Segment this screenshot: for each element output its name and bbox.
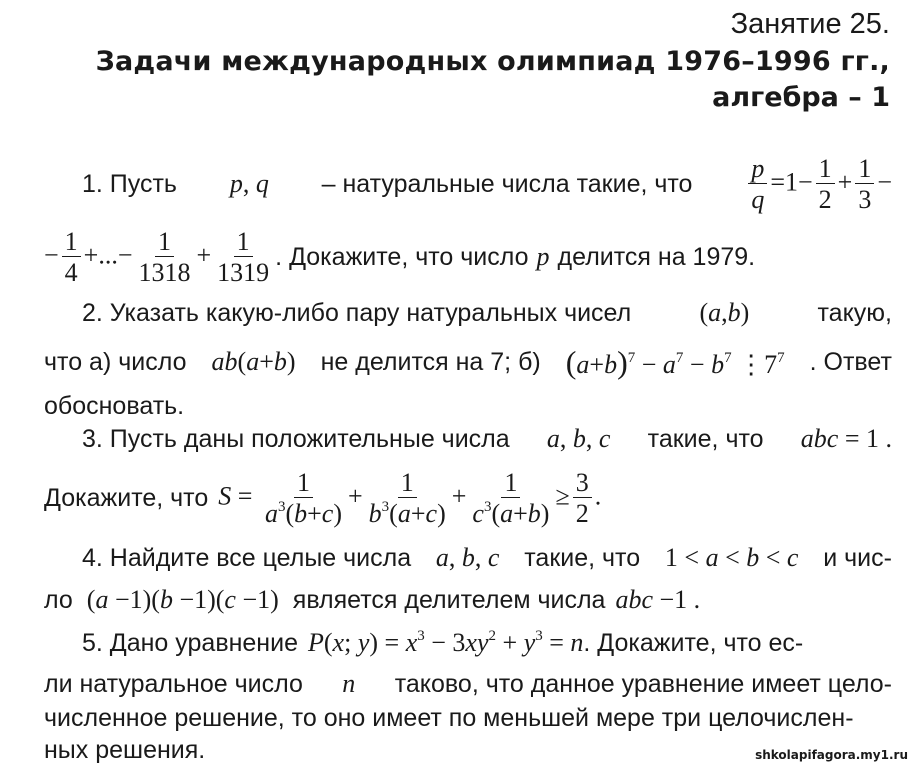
problem-2-line-3 <box>44 390 892 422</box>
problem-4-such: такие, что <box>524 543 641 572</box>
problem-4-intro: 4. Найдите все целые числа <box>82 543 412 572</box>
problem-4-and: и чис- <box>823 543 892 572</box>
problem-5-line-2 <box>44 668 892 700</box>
problem-3-line-1 <box>82 422 892 456</box>
page-title: Задачи международных олимпиад 1976–1996 гг., <box>95 46 890 77</box>
problem-4-line-2 <box>44 583 892 617</box>
problem-4-product: (a −1)(b −1)(c −1) <box>86 585 279 614</box>
problem-1-line-2 <box>44 222 892 292</box>
page-subtitle: алгебра – 1 <box>712 82 890 113</box>
site-watermark: shkolapifagora.my1.ru <box>755 748 908 762</box>
problem-1-claim: . Докажите, что число <box>275 242 529 271</box>
problem-5-if: ли натуральное число <box>44 669 303 698</box>
problem-5-prove: . Докажите, что ес- <box>583 628 804 657</box>
problem-5-solution: численное решение, то оно имеет по меньшей мере три целочислен- <box>44 703 854 732</box>
problem-2-part-b: не делится на 7; б) <box>320 347 541 376</box>
problem-4-line-1 <box>82 541 892 575</box>
problem-1-vars: p, q <box>229 169 269 198</box>
problem-4-vars: a, b, c <box>435 543 500 572</box>
problem-2-such: такую, <box>817 298 892 327</box>
problem-2-answer: . Ответ <box>809 347 892 376</box>
problem-1-intro: 1. Пусть <box>82 169 177 198</box>
problem-5-intro: 5. Дано уравнение <box>82 628 298 657</box>
problem-2-intro: 2. Указать какую-либо пару натуральных чисел <box>82 298 632 327</box>
problem-1-condition: – натуральные числа такие, что <box>321 169 693 198</box>
problem-5-line-3 <box>44 702 892 734</box>
problem-4-target: abc −1 . <box>615 585 701 614</box>
problem-1-line-1 <box>82 150 892 218</box>
problem-4-divisor: является делителем числа <box>292 585 606 614</box>
problem-5-line-1 <box>82 625 892 661</box>
problem-2-expr-b: $(a+b)^7 - a^7 - b^7$ $⋮7^7$ <box>565 343 785 380</box>
problem-5-such: таково, что данное уравнение имеет цело- <box>394 669 892 698</box>
problem-2-part-a: что а) число <box>44 347 187 376</box>
problem-4-order: 1 < a < b < c <box>664 543 799 572</box>
problem-1-divisibility: делится на 1979. <box>557 242 756 271</box>
problem-3-intro: 3. Пусть даны положительные числа <box>82 424 510 453</box>
problem-5-var-n: n <box>342 669 356 698</box>
problem-1-var-p: p <box>536 242 550 271</box>
problem-3-vars: a, b, c <box>546 424 611 453</box>
problem-4-lo: ло <box>44 585 73 614</box>
problem-2-justify: обосновать. <box>44 391 185 420</box>
problem-3-prove: Докажите, что <box>44 483 209 512</box>
problem-5-end: ных решения. <box>44 735 206 764</box>
problem-3-line-2 <box>44 462 892 534</box>
problem-3-constraint: abc = 1 . <box>800 424 892 453</box>
lesson-number: Занятие 25. <box>730 8 890 40</box>
problem-2-line-2 <box>44 340 892 384</box>
problem-1-formula-end: − $\frac{1}{4}$ +...− $\frac{1}{1318}$ + $\frac{1}{1319}$ <box>44 226 270 287</box>
problem-2-expr-a: ab(a+b) <box>211 347 296 376</box>
problem-3-inequality: S = $\frac{1}{a^3(b+c)}$ + $\frac{1}{b^3(a+c)}$ + $\frac{1}{c^3(a+b)}$ ≥ $\frac{3}{2}$ . <box>218 467 602 528</box>
problem-1-formula-start: $\frac{p}{q}$ =1− $\frac{1}{2}$ + $\frac{1}{3}$ − <box>745 155 892 214</box>
problem-2-line-1 <box>82 296 892 330</box>
problem-5-equation: P(x; $y) = x^3 - 3xy^2 + y^3 = n$ <box>307 628 584 657</box>
problem-2-pair: (a,b) <box>699 298 750 327</box>
problem-3-such: такие, что <box>647 424 764 453</box>
